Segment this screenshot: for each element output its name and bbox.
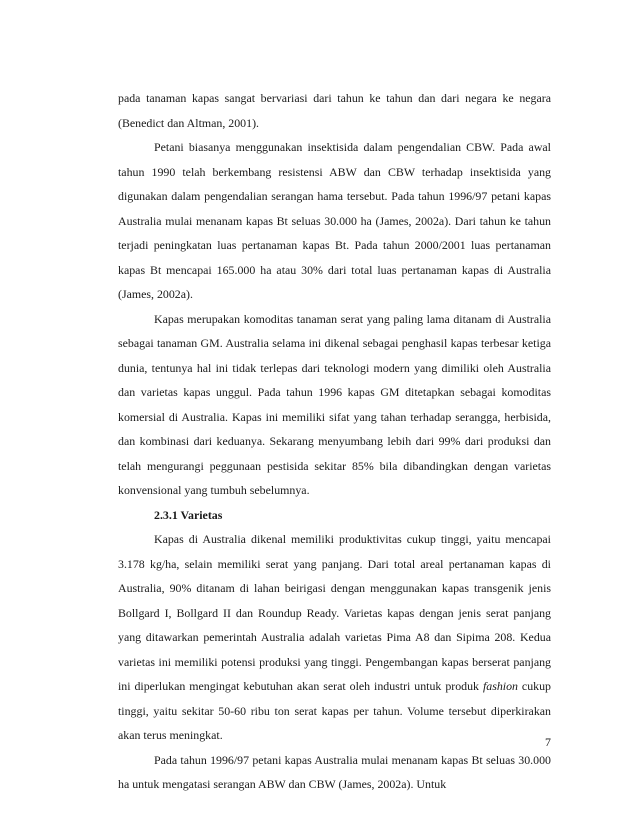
section-heading: 2.3.1 Varietas [154, 507, 223, 522]
paragraph-4 [118, 527, 551, 748]
italic-term: fashion [482, 679, 518, 693]
paragraph-4-text: Kapas di Australia dikenal memiliki produktivitas cukup tinggi, yaitu mencapai 3.178 kg/ha, selain memiliki serat yang panjang. Dari total areal pertanaman kapas di Australia, 90% ditanam di lahan beirigasi dengan menggunakan kapas transgenik jenis Bollgard I, Bollgard II dan Roundup Ready. Varietas kapas dengan jenis serat panjang yang ditawarkan pemerintah Australia adalah varietas Pima A8 dan Sipima 208. Kedua varietas ini memiliki potensi produksi yang tinggi. Pengembangan kapas berserat panjang ini diperlukan mengingat kebutuhan akan serat oleh industri untuk produk [118, 532, 551, 693]
paragraph-1: pada tanaman kapas sangat bervariasi dari tahun ke tahun dan dari negara ke negara (Benedict dan Altman, 2001). [118, 91, 551, 130]
body-text [118, 86, 551, 797]
paragraph-2: Petani biasanya menggunakan insektisida dalam pengendalian CBW. Pada awal tahun 1990 telah berkembang resistensi ABW dan CBW terhadap insektisida yang digunakan dalam pengendalian serangan hama tersebut. Pada tahun 1996/97 petani kapas Australia mulai menanam kapas Bt seluas 30.000 ha (James, 2002a). Dari tahun ke tahun terjadi peningkatan luas pertanaman kapas Bt. Pada tahun 2000/2001 luas pertanaman kapas Bt mencapai 165.000 ha atau 30% dari total luas pertanaman kapas di Australia (James, 2002a). [118, 140, 551, 301]
page-number: 7 [545, 735, 551, 749]
paragraph-3: Kapas merupakan komoditas tanaman serat yang paling lama ditanam di Australia sebagai tanaman GM. Australia selama ini dikenal sebagai penghasil kapas terbesar ketiga dunia, tentunya hal ini tidak terlepas dari teknologi modern yang dimiliki oleh Australia dan varietas kapas unggul. Pada tahun 1996 kapas GM ditetapkan sebagai komoditas komersial di Australia. Kapas ini memiliki sifat yang tahan terhadap serangga, herbisida, dan kombinasi dari keduanya. Sekarang menyumbang lebih dari 99% dari produksi dan telah mengurangi peggunaan pestisida sekitar 85% bila dibandingkan dengan varietas konvensional yang tumbuh sebelumnya. [118, 311, 551, 497]
paragraph-5: Pada tahun 1996/97 petani kapas Australia mulai menanam kapas Bt seluas 30.000 ha untuk mengatasi serangan ABW dan CBW (James, 2002a). Untuk [118, 752, 551, 791]
paragraph-4-tail: cukup tinggi, yaitu sekitar 50-60 ribu ton serat kapas per tahun. Volume tersebut diperkirakan akan terus meningkat. [118, 679, 551, 742]
